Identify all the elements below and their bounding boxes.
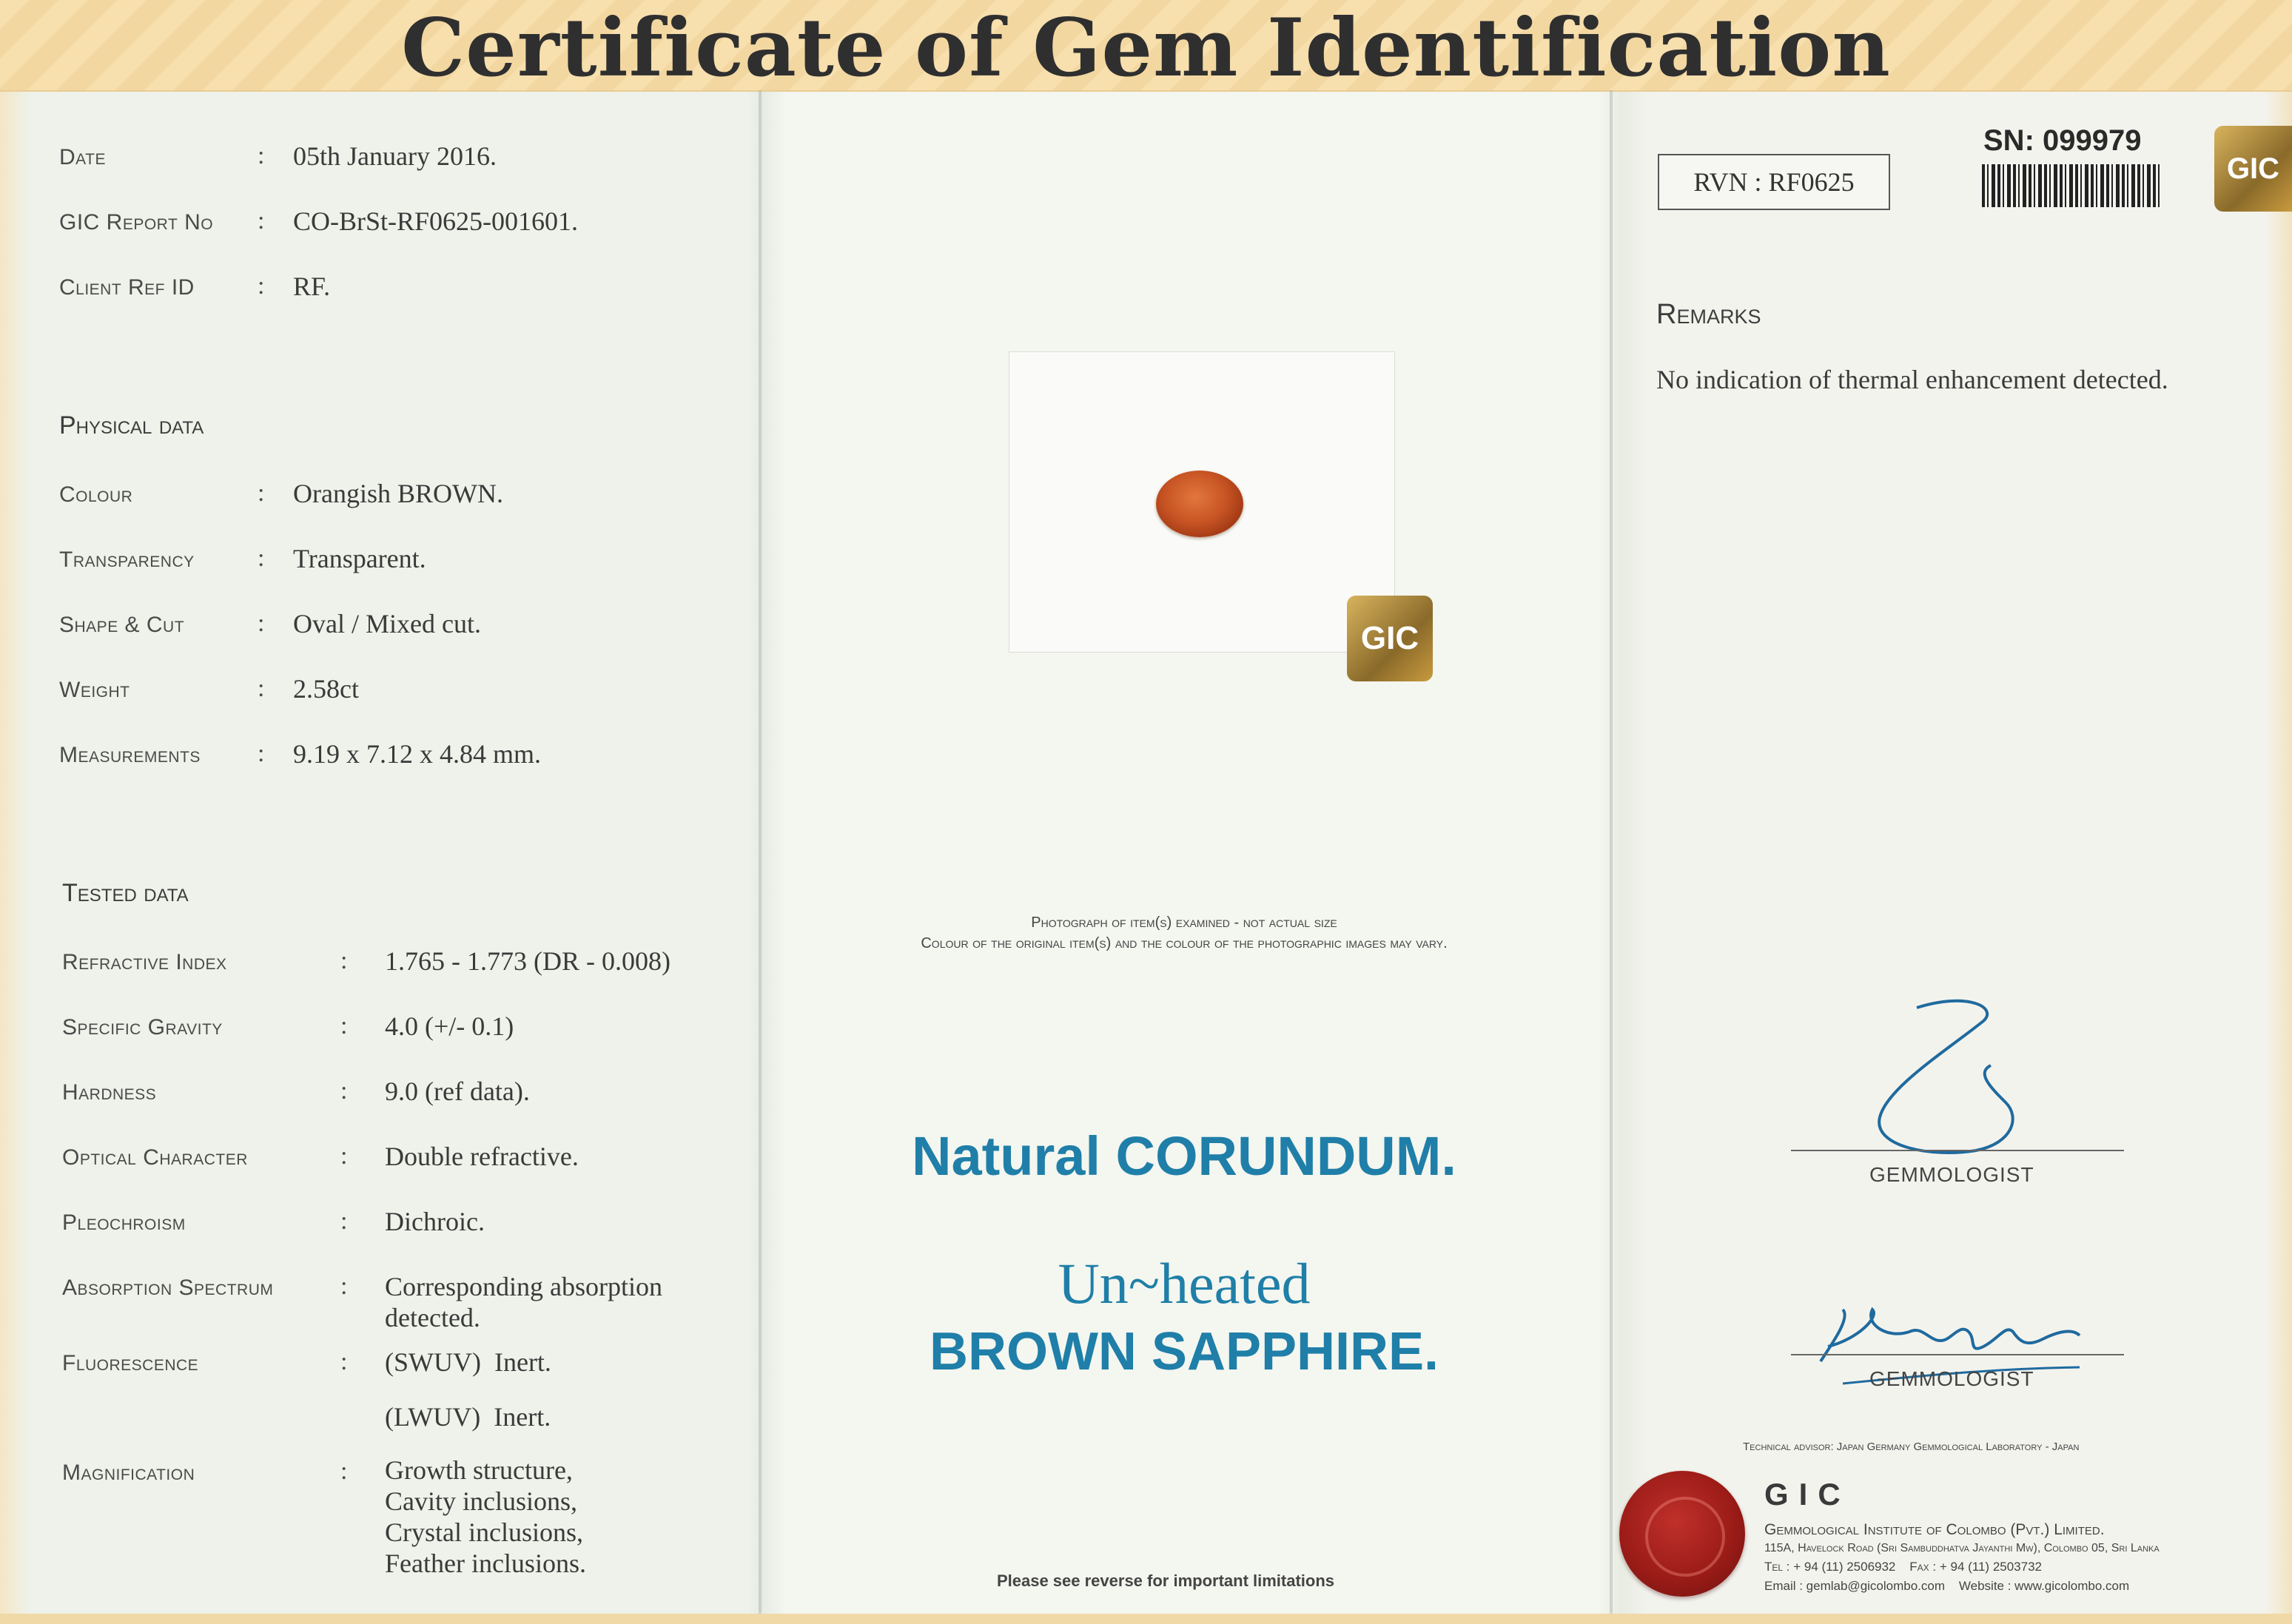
specific-gravity-label: Specific Gravity (62, 1015, 223, 1040)
pleochroism-label: Pleochroism (62, 1210, 186, 1235)
org-full-name: Gemmological Institute of Colombo (Pvt.) Limited. (1764, 1521, 2105, 1538)
footer-band (0, 1614, 2292, 1624)
physical-data-heading: Physical data (59, 411, 204, 439)
date-label: Date (59, 145, 106, 169)
specific-gravity-value: 4.0 (+/- 0.1) (385, 1011, 514, 1041)
colon: : (258, 675, 265, 702)
gemmologist-label-1: GEMMOLOGIST (1869, 1163, 2034, 1186)
colon: : (340, 1207, 348, 1235)
absorption-spectrum-label: Absorption Spectrum (62, 1276, 274, 1300)
colon: : (258, 142, 265, 169)
fluorescence-swuv-value: (SWUV) Inert. (385, 1347, 551, 1377)
certificate-title: Certificate of Gem Identification (401, 1, 1891, 95)
weight-label: Weight (59, 678, 130, 702)
gemstone-image (1156, 471, 1243, 537)
report-no-value: CO-BrSt-RF0625-001601. (293, 206, 579, 236)
colon: : (258, 610, 265, 637)
photo-caption-line1: Photograph of item(s) examined - not actual size (1031, 914, 1337, 931)
treatment-status: Un~heated (1058, 1251, 1311, 1315)
reverse-note: Please see reverse for important limitations (996, 1571, 1335, 1590)
optical-character-value: Double refractive. (385, 1142, 579, 1171)
report-no-label: GIC Report No (59, 210, 214, 235)
fluorescence-label: Fluorescence (62, 1351, 199, 1375)
pleochroism-value: Dichroic. (385, 1207, 485, 1236)
refractive-index-value: 1.765 - 1.773 (DR - 0.008) (385, 946, 671, 976)
colon: : (340, 947, 348, 974)
hardness-value: 9.0 (ref data). (385, 1077, 530, 1106)
colon: : (258, 479, 265, 507)
colon: : (340, 1142, 348, 1170)
magnification-label: Magnification (62, 1460, 195, 1485)
measurements-value: 9.19 x 7.12 x 4.84 mm. (293, 739, 542, 769)
shape-cut-value: Oval / Mixed cut. (293, 609, 481, 639)
colon: : (258, 545, 265, 572)
rvn-box: RVN : RF0625 (1658, 154, 1890, 210)
client-ref-label: Client Ref ID (59, 275, 195, 300)
tested-data-heading: Tested data (62, 879, 189, 907)
hardness-label: Hardness (62, 1080, 157, 1105)
signature-line-1 (1791, 1150, 2124, 1151)
transparency-value: Transparent. (293, 544, 426, 573)
refractive-index-label: Refractive Index (62, 950, 227, 974)
wax-seal (1619, 1471, 1745, 1597)
remarks-heading: Remarks (1656, 299, 1761, 330)
technical-advisor: Technical advisor: Japan Germany Gemmological Laboratory - Japan (1743, 1441, 2080, 1453)
colon: : (258, 272, 265, 300)
colour-value: Orangish BROWN. (293, 479, 503, 508)
barcode (1982, 164, 2160, 207)
org-phone-fax: Tel : + 94 (11) 2506932 Fax : + 94 (11) 2503732 (1764, 1560, 2043, 1574)
variety-name: BROWN SAPPHIRE. (929, 1322, 1439, 1381)
colour-label: Colour (59, 482, 133, 507)
measurements-label: Measurements (59, 743, 201, 767)
date-value: 05th January 2016. (293, 141, 497, 171)
org-email-website: Email : gemlab@gicolombo.com Website : www.gicolombo.com (1764, 1579, 2130, 1593)
colon: : (258, 207, 265, 235)
species-identification: Natural CORUNDUM. (912, 1125, 1456, 1187)
colon: : (258, 740, 265, 767)
colon: : (340, 1273, 348, 1300)
magnification-value: Growth structure, Cavity inclusions, Crystal inclusions, Feather inclusions. (385, 1455, 586, 1578)
org-acronym: GIC (1764, 1477, 1851, 1512)
org-address: 115A, Havelock Road (Sri Sambuddhatva Jayanthi Mw), Colombo 05, Sri Lanka (1764, 1542, 2160, 1554)
colon: : (340, 1012, 348, 1040)
photo-caption-line2: Colour of the original item(s) and the colour of the photographic images may vary. (921, 935, 1448, 951)
transparency-label: Transparency (59, 547, 195, 572)
fluorescence-lwuv-value: (LWUV) Inert. (385, 1402, 551, 1432)
serial-number: SN: 099979 (1983, 124, 2142, 157)
fold-line-left (759, 90, 762, 1614)
optical-character-label: Optical Character (62, 1145, 248, 1170)
colon: : (340, 1458, 348, 1485)
gem-photograph (1009, 351, 1395, 653)
colon: : (340, 1077, 348, 1105)
fold-line-right (1610, 90, 1613, 1614)
shape-cut-label: Shape & Cut (59, 613, 185, 637)
remarks-text: No indication of thermal enhancement detected. (1656, 365, 2168, 394)
gic-logo: GIC (1347, 596, 1433, 681)
signature-1 (1828, 991, 2043, 1169)
gemmologist-label-2: GEMMOLOGIST (1869, 1367, 2034, 1390)
absorption-spectrum-value: Corresponding absorption detected. (385, 1272, 662, 1332)
signature-line-2 (1791, 1354, 2124, 1355)
colon: : (340, 1348, 348, 1375)
weight-value: 2.58ct (293, 674, 359, 704)
client-ref-value: RF. (293, 272, 331, 301)
gic-logo-right: GIC (2214, 126, 2292, 212)
